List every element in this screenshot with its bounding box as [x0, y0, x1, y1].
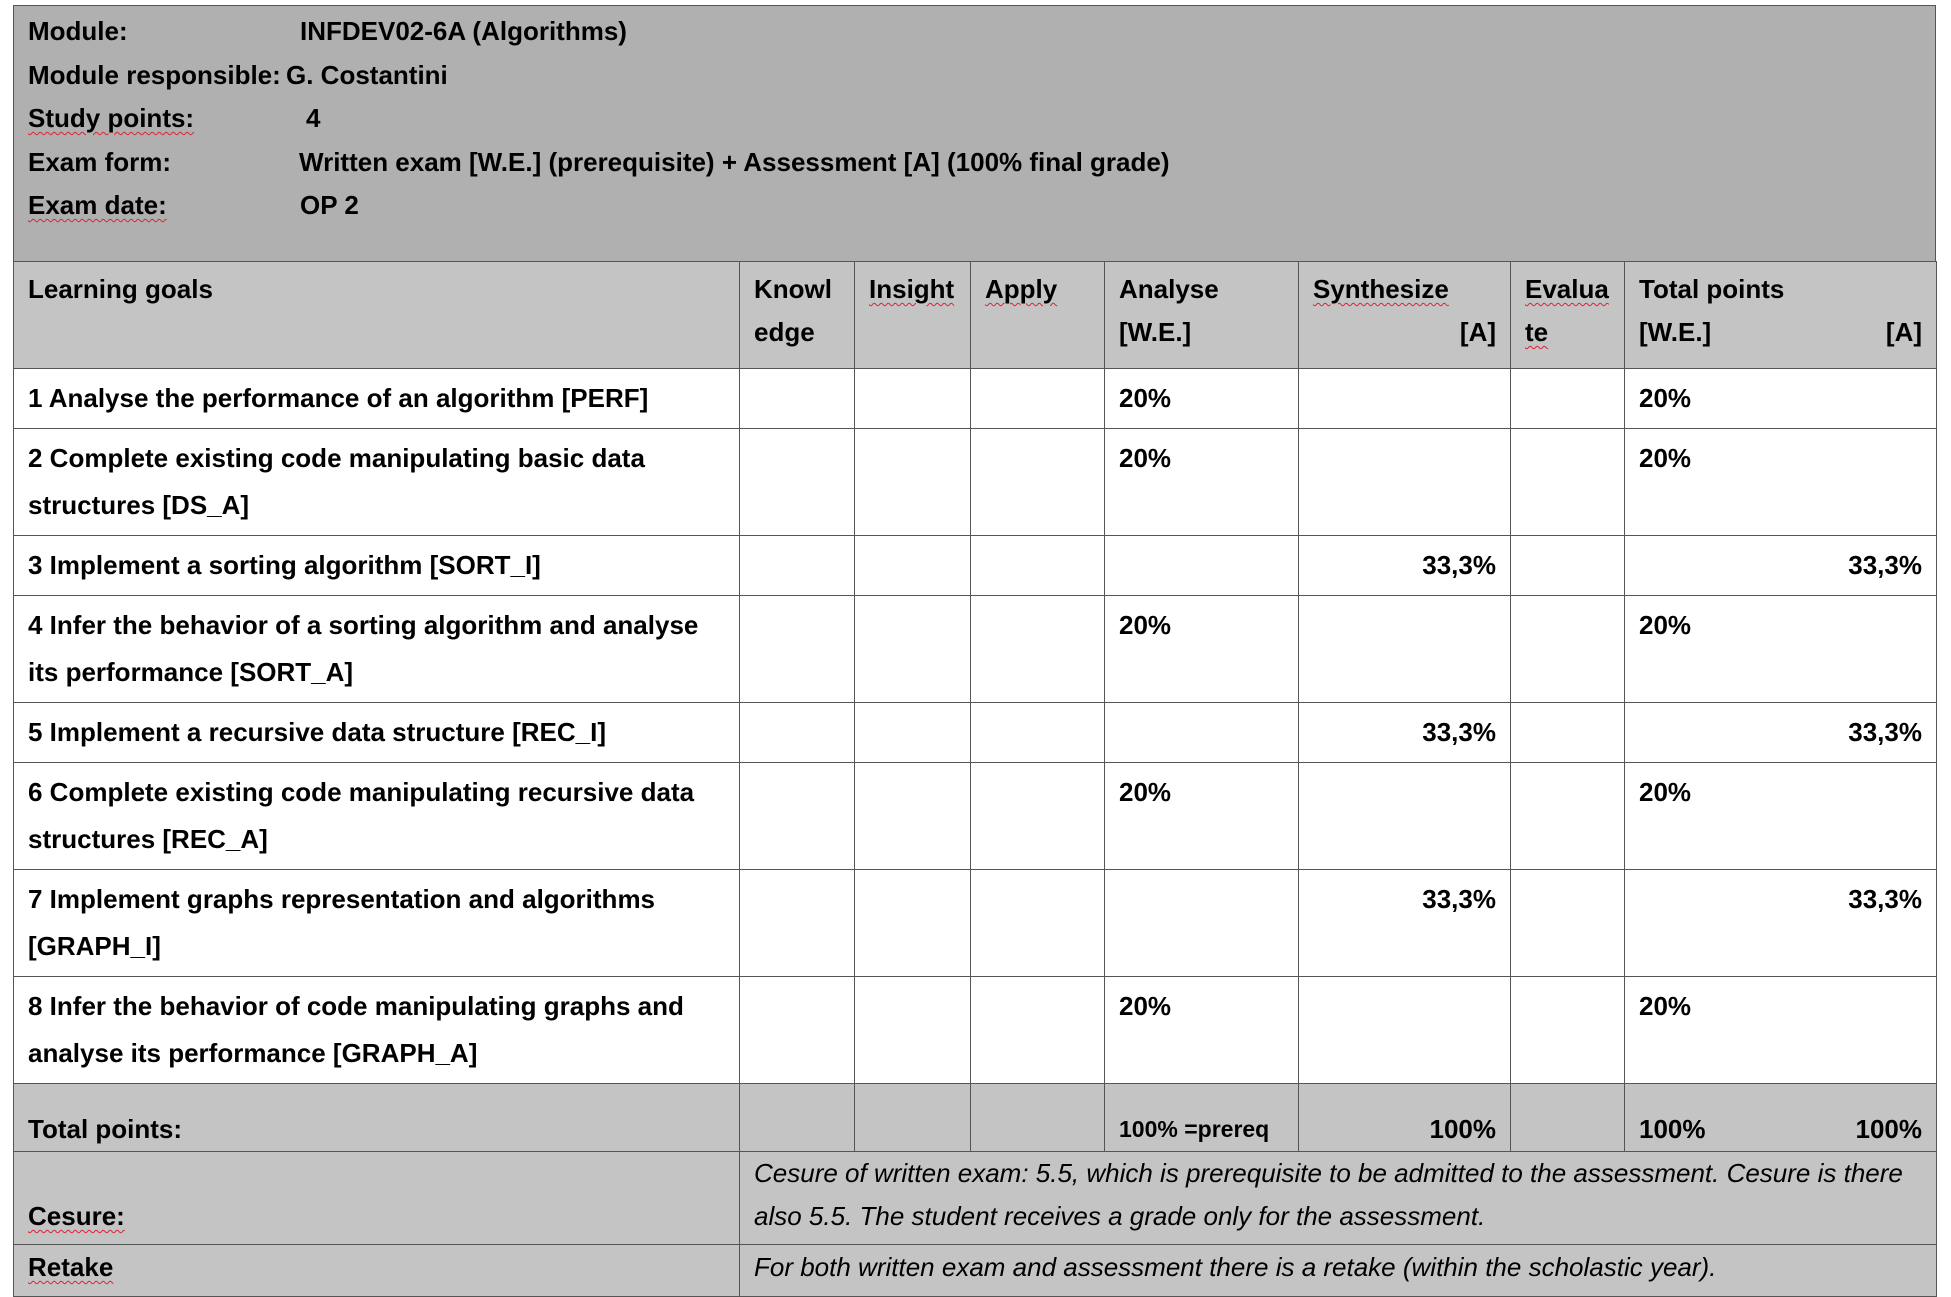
evaluate-cell — [1511, 369, 1625, 429]
insight-cell — [855, 870, 971, 977]
insight-cell — [855, 596, 971, 703]
analyse-cell — [1105, 703, 1299, 763]
goal-cell: 3 Implement a sorting algorithm [SORT_I] — [14, 536, 740, 596]
total-cell — [1625, 429, 1937, 536]
table-row — [14, 703, 1937, 763]
module-value: INFDEV02-6A (Algorithms) — [300, 16, 627, 46]
header-synthesize-2: [A] — [1459, 317, 1496, 347]
goal-cell: 6 Complete existing code manipulating recursive data structures [REC_A] — [14, 763, 740, 870]
header-insight — [855, 262, 971, 369]
apply-cell — [971, 369, 1105, 429]
header-evaluate — [1511, 262, 1625, 369]
totals-row — [14, 1084, 1937, 1152]
synthesize-cell — [1299, 977, 1511, 1084]
insight-cell — [855, 429, 971, 536]
evaluate-cell — [1511, 596, 1625, 703]
points-value: 4 — [306, 103, 321, 133]
total-a-value: 33,3% — [1848, 884, 1922, 914]
apply-cell — [971, 596, 1105, 703]
exam-form-label: Exam form: — [28, 146, 172, 177]
header-insight-label: Insight — [869, 274, 955, 304]
apply-cell — [971, 870, 1105, 977]
goal-cell: 8 Infer the behavior of code manipulating graphs and analyse its performance [GRAPH_A] — [14, 977, 740, 1084]
header-total-1: Total points — [1639, 274, 1785, 304]
insight-cell — [855, 369, 971, 429]
table-row — [14, 870, 1937, 977]
header-evaluate-1: Evalua — [1525, 274, 1609, 304]
goal-cell: 1 Analyse the performance of an algorithm [PERF] — [14, 369, 740, 429]
apply-cell — [971, 536, 1105, 596]
insight-cell — [855, 703, 971, 763]
header-goals: Learning goals — [14, 262, 740, 369]
total-we-value: 20% — [1639, 443, 1692, 473]
totals-total-we: 100% — [1639, 1114, 1706, 1144]
header-synthesize — [1299, 262, 1511, 369]
header-analyse-1: Analyse — [1119, 274, 1219, 304]
insight-cell — [855, 977, 971, 1084]
analyse-cell: 20% — [1105, 977, 1299, 1084]
totals-evaluate — [1511, 1084, 1625, 1152]
evaluate-cell — [1511, 763, 1625, 870]
knowledge-cell — [740, 870, 855, 977]
responsible-value: G. Costantini — [286, 59, 448, 90]
knowledge-cell — [740, 429, 855, 536]
header-analyse-2: [W.E.] — [1119, 317, 1192, 347]
header-total-we: [W.E.] — [1639, 317, 1712, 347]
knowledge-cell — [740, 763, 855, 870]
header-analyse — [1105, 262, 1299, 369]
totals-knowledge — [740, 1084, 855, 1152]
module-sheet — [13, 5, 1936, 1297]
goal-cell: 5 Implement a recursive data structure [REC_I] — [14, 703, 740, 763]
analyse-cell: 20% — [1105, 369, 1299, 429]
analyse-cell — [1105, 870, 1299, 977]
totals-label: Total points: — [14, 1084, 740, 1152]
total-a-value: 33,3% — [1848, 550, 1922, 580]
total-we-value: 20% — [1639, 991, 1692, 1021]
totals-apply — [971, 1084, 1105, 1152]
synthesize-cell: 33,3% — [1299, 536, 1511, 596]
retake-label: Retake — [28, 1252, 114, 1282]
evaluate-cell — [1511, 870, 1625, 977]
total-cell — [1625, 703, 1937, 763]
points-label: Study points: — [28, 103, 195, 133]
knowledge-cell — [740, 703, 855, 763]
insight-cell — [855, 536, 971, 596]
cesure-text: Cesure of written exam: 5.5, which is prerequisite to be admitted to the assessment. Cesure is there also 5.5. The student receives a grade only for the assessment. — [740, 1152, 1937, 1245]
evaluate-cell — [1511, 703, 1625, 763]
total-cell — [1625, 536, 1937, 596]
exam-date-label: Exam date: — [28, 190, 167, 220]
synthesize-cell — [1299, 369, 1511, 429]
header-knowledge-1: Knowl — [754, 274, 832, 304]
totals-synthesize: 100% — [1299, 1084, 1511, 1152]
apply-cell — [971, 429, 1105, 536]
exam-date-row — [28, 184, 1921, 228]
total-a-value: 33,3% — [1848, 717, 1922, 747]
synthesize-cell: 33,3% — [1299, 870, 1511, 977]
header-apply-label: Apply — [985, 274, 1058, 304]
total-cell — [1625, 870, 1937, 977]
total-cell — [1625, 763, 1937, 870]
analyse-cell — [1105, 536, 1299, 596]
module-row — [28, 10, 1921, 54]
insight-cell — [855, 763, 971, 870]
points-row — [28, 97, 1921, 141]
retake-label-cell — [14, 1245, 740, 1297]
learning-goals-table — [13, 261, 1937, 1297]
table-row — [14, 536, 1937, 596]
header-synthesize-1: Synthesize — [1313, 274, 1449, 304]
responsible-label: Module responsible: — [28, 59, 281, 90]
table-row — [14, 763, 1937, 870]
evaluate-cell — [1511, 429, 1625, 536]
apply-cell — [971, 703, 1105, 763]
header-total — [1625, 262, 1937, 369]
total-cell — [1625, 369, 1937, 429]
responsible-row — [28, 54, 1921, 98]
synthesize-cell: 33,3% — [1299, 703, 1511, 763]
cesure-label: Cesure: — [28, 1201, 125, 1231]
table-row — [14, 977, 1937, 1084]
exam-form-row — [28, 141, 1921, 185]
total-we-value: 20% — [1639, 383, 1692, 413]
synthesize-cell — [1299, 429, 1511, 536]
analyse-cell: 20% — [1105, 429, 1299, 536]
apply-cell — [971, 763, 1105, 870]
total-we-value: 20% — [1639, 610, 1692, 640]
retake-text: For both written exam and assessment there is a retake (within the scholastic year). — [740, 1245, 1937, 1297]
analyse-cell: 20% — [1105, 596, 1299, 703]
goal-cell: 4 Infer the behavior of a sorting algorithm and analyse its performance [SORT_A] — [14, 596, 740, 703]
retake-row — [14, 1245, 1937, 1297]
module-label: Module: — [28, 16, 128, 46]
goal-cell: 7 Implement graphs representation and algorithms [GRAPH_I] — [14, 870, 740, 977]
totals-total-a: 100% — [1855, 1114, 1922, 1144]
table-row — [14, 369, 1937, 429]
knowledge-cell — [740, 977, 855, 1084]
table-row — [14, 429, 1937, 536]
exam-date-value: OP 2 — [300, 190, 359, 220]
knowledge-cell — [740, 369, 855, 429]
header-evaluate-2: te — [1525, 317, 1549, 347]
total-cell — [1625, 977, 1937, 1084]
table-row — [14, 596, 1937, 703]
analyse-cell: 20% — [1105, 763, 1299, 870]
total-we-value: 20% — [1639, 777, 1692, 807]
totals-insight — [855, 1084, 971, 1152]
knowledge-cell — [740, 536, 855, 596]
total-cell — [1625, 596, 1937, 703]
totals-analyse: 100% =prereq — [1105, 1084, 1299, 1152]
apply-cell — [971, 977, 1105, 1084]
evaluate-cell — [1511, 536, 1625, 596]
evaluate-cell — [1511, 977, 1625, 1084]
goal-cell: 2 Complete existing code manipulating basic data structures [DS_A] — [14, 429, 740, 536]
synthesize-cell — [1299, 763, 1511, 870]
header-knowledge-2: edge — [754, 317, 815, 347]
exam-form-value: Written exam [W.E.] (prerequisite) + Assessment [A] (100% final grade) — [299, 146, 1170, 177]
totals-total — [1625, 1084, 1937, 1152]
header-knowledge — [740, 262, 855, 369]
header-total-a: [A] — [1885, 317, 1922, 347]
table-header-row — [14, 262, 1937, 369]
synthesize-cell — [1299, 596, 1511, 703]
module-header — [13, 5, 1936, 261]
knowledge-cell — [740, 596, 855, 703]
header-apply — [971, 262, 1105, 369]
